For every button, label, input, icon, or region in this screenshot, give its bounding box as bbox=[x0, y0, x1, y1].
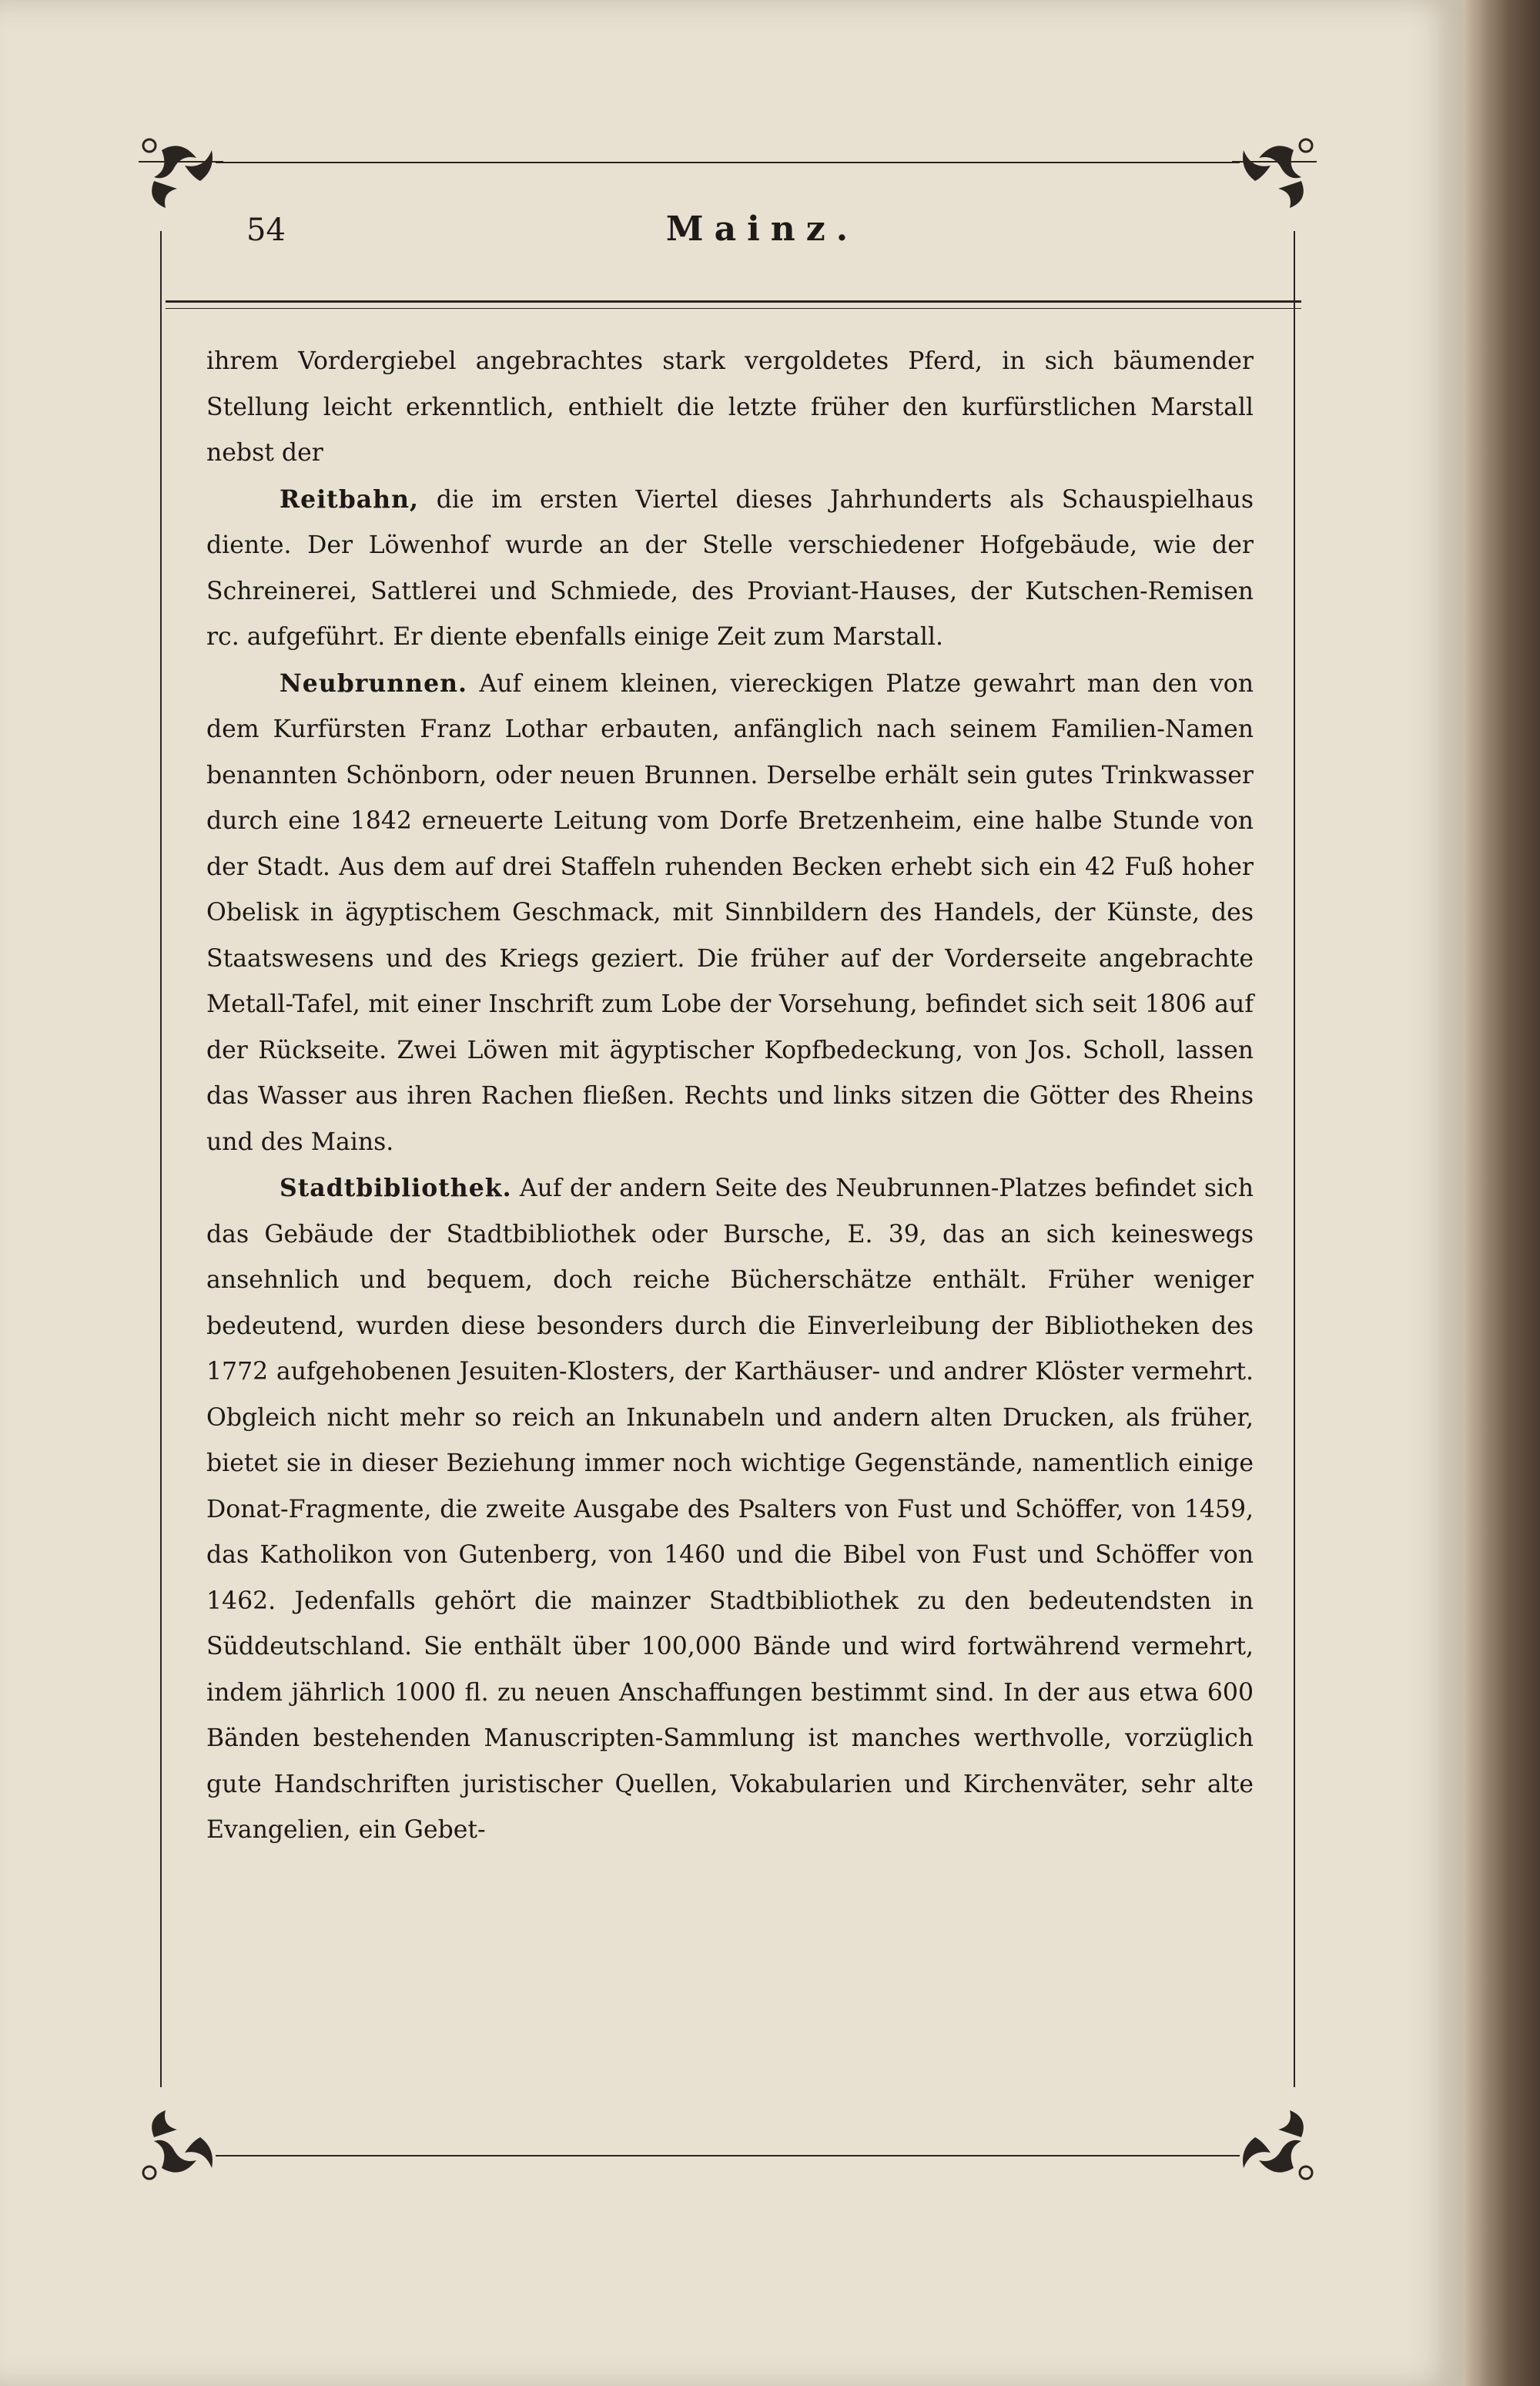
paragraph-text: die im ersten Viertel dieses Jahrhunderts als Schauspielhaus diente. Der Löwenhof wurde an der Stelle verschiedener Hofgebäude, wie der Schreinerei, Sattlerei und Schmiede, des Proviant-Hauses, der Kutschen-Remisen rc. aufgeführt. Er diente ebenfalls einige Zeit zum Marstall. bbox=[206, 485, 1254, 651]
body-text bbox=[206, 339, 1254, 1854]
page-header bbox=[239, 206, 1286, 260]
paragraph-text: Auf einem kleinen, viereckigen Platze gewahrt man den von dem Kurfürsten Franz Lothar erbauten, anfänglich nach seinem Familien-Namen benannten Schönborn, oder neuen Brunnen. Derselbe erhält sein gutes Trinkwasser durch eine 1842 erneuerte Leitung vom Dorfe Bretzenheim, eine halbe Stunde von der Stadt. Aus dem auf drei Staffeln ruhenden Becken erhebt sich ein 42 Fuß hoher Obelisk in ägyptischem Geschmack, mit Sinnbildern des Handels, der Künste, des Staatswesens und des Kriegs geziert. Die früher auf der Vorderseite angebrachte Metall-Tafel, mit einer Inschrift zum Lobe der Vorsehung, befindet sich seit 1806 auf der Rückseite. Zwei Löwen mit ägyptischer Kopfbedeckung, von Jos. Scholl, lassen das Wasser aus ihren Rachen fließen. Rechts und links sitzen die Götter des Rheins und des Mains. bbox=[206, 669, 1254, 1156]
frame-line-right bbox=[1294, 231, 1295, 2087]
frame-line-top bbox=[216, 162, 1240, 163]
paragraph-text: ihrem Vordergiebel angebrachtes stark vergoldetes Pferd, in sich bäumender Stellung leicht erkenntlich, enthielt die letzte früher den kurfürstlichen Marstall nebst der bbox=[206, 347, 1254, 467]
book-spine bbox=[1463, 0, 1540, 2386]
paragraph-text: Auf der andern Seite des Neubrunnen-Platzes befindet sich das Gebäude der Stadtbibliothek oder Bursche, E. 39, das an sich keineswegs ansehnlich und bequem, doch reiche Bücherschätze enthält. Früher weniger bedeutend, wurden diese besonders durch die Einverleibung der Bibliotheken des 1772 aufgehobenen Jesuiten-Klosters, der Karthäuser- und andrer Klöster vermehrt. Obgleich nicht mehr so reich an Inkunabeln und andern alten Drucken, als früher, bietet sie in dieser Beziehung immer noch wichtige Gegenstände, namentlich einige Donat-Fragmente, die zweite Ausgabe des Psalters von Fust und Schöffer, von 1459, das Katholikon von Gutenberg, von 1460 und die Bibel von Fust und Schöffer von 1462. Jedenfalls gehört die mainzer Stadtbibliothek zu den bedeutendsten in Süddeutschland. Sie enthält über 100,000 Bände und wird fortwährend vermehrt, indem jährlich 1000 fl. zu neuen Anschaffungen bestimmt sind. In der aus etwa 600 Bänden bestehenden Manuscripten-Sammlung ist manches werthvolle, vorzüglich gute Handschriften juristischer Quellen, Vokabularien und Kirchenväter, sehr alte Evangelien, ein Gebet- bbox=[206, 1175, 1254, 1844]
section-heading: Stadtbibliothek. bbox=[280, 1174, 512, 1202]
paragraph bbox=[206, 661, 1254, 1166]
frame-line-bottom bbox=[216, 2155, 1240, 2156]
section-heading: Neubrunnen. bbox=[280, 669, 467, 698]
corner-ornament-icon bbox=[139, 2099, 223, 2183]
frame-line-left bbox=[160, 231, 162, 2087]
paragraph bbox=[206, 1165, 1254, 1854]
page-number: 54 bbox=[246, 213, 286, 248]
paragraph bbox=[206, 339, 1254, 477]
corner-ornament-icon bbox=[1232, 2099, 1317, 2183]
header-rule bbox=[166, 300, 1301, 303]
header-rule-thin bbox=[166, 308, 1301, 309]
paragraph bbox=[206, 477, 1254, 661]
section-heading: Reitbahn, bbox=[280, 484, 419, 514]
running-title: Mainz. bbox=[665, 209, 859, 249]
corner-ornament-icon bbox=[139, 135, 223, 219]
